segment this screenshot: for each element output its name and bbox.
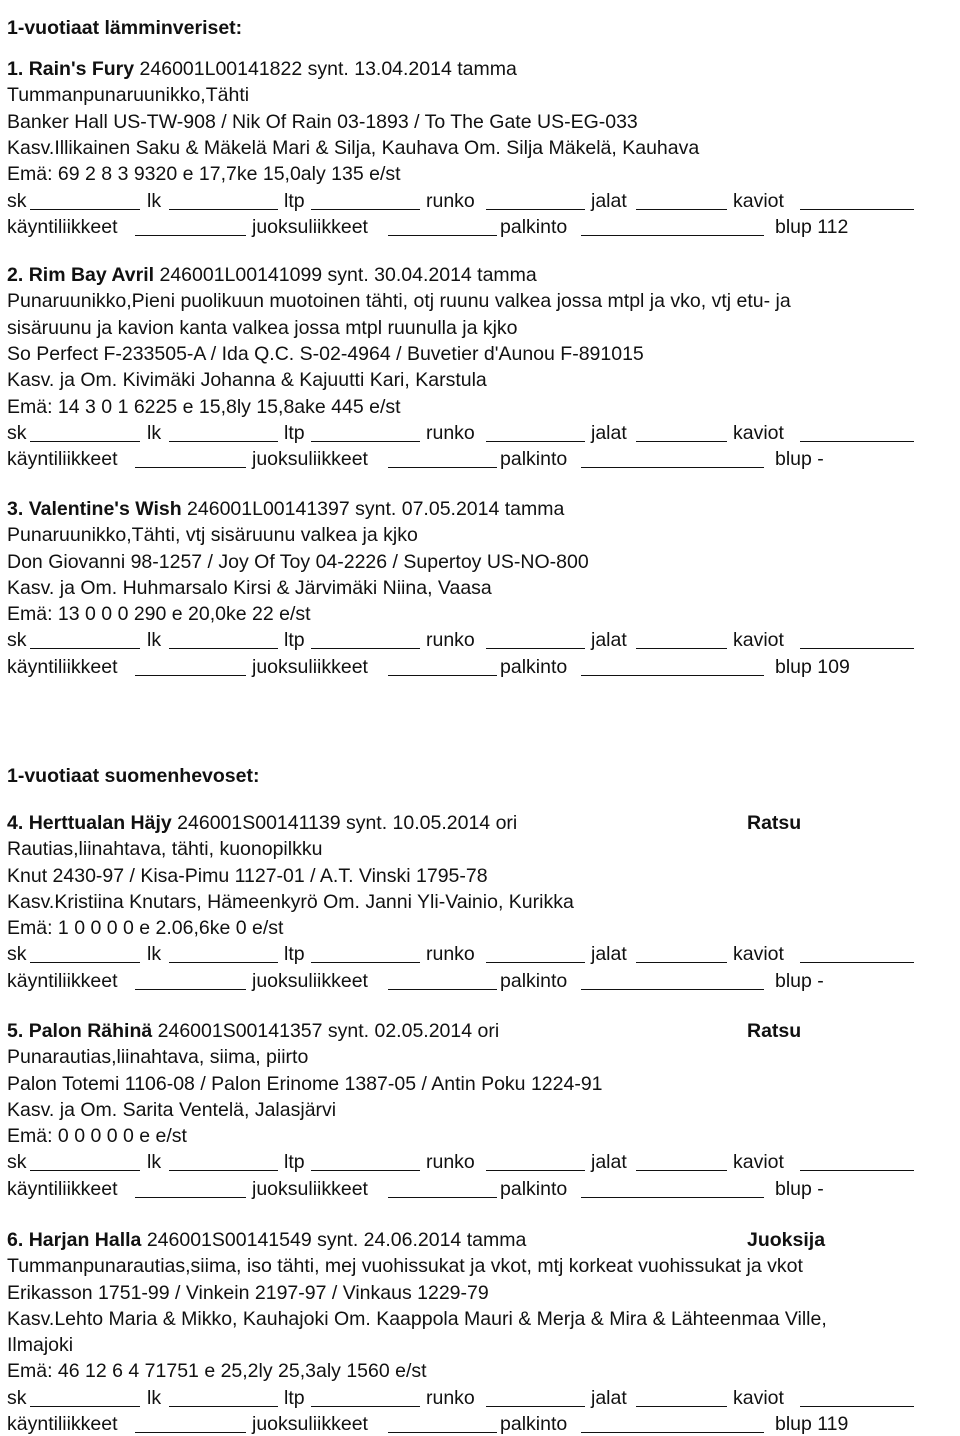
field-label-jalat: jalat bbox=[591, 1151, 627, 1173]
field-label-lk: lk bbox=[147, 1151, 162, 1173]
fill-in-line bbox=[30, 441, 140, 442]
fill-in-line bbox=[800, 648, 914, 649]
blup-value: blup 112 bbox=[775, 216, 849, 238]
fill-in-line bbox=[800, 441, 914, 442]
fill-in-line bbox=[636, 1406, 727, 1407]
fill-in-line bbox=[581, 1432, 764, 1433]
horse-name: Palon Rähinä bbox=[28, 1020, 153, 1042]
fill-in-line bbox=[135, 675, 246, 676]
field-label-jalat: jalat bbox=[591, 190, 627, 212]
horse-detail-line: Rautias,liinahtava, tähti, kuonopilkku bbox=[7, 838, 323, 860]
horse-title-line bbox=[7, 264, 537, 287]
horse-detail-line: Erikasson 1751-99 / Vinkein 2197-97 / Vinkaus 1229-79 bbox=[7, 1282, 489, 1304]
fill-in-line bbox=[800, 209, 914, 210]
field-label-kaviot: kaviot bbox=[733, 629, 784, 651]
horse-category: Ratsu bbox=[747, 812, 802, 834]
fill-in-line bbox=[135, 1197, 246, 1198]
fill-in-line bbox=[486, 962, 585, 963]
fill-in-line bbox=[169, 209, 278, 210]
field-label-runko: runko bbox=[426, 943, 475, 965]
horse-title-line bbox=[7, 812, 517, 835]
field-label-sk: sk bbox=[7, 1151, 27, 1173]
field-label-jalat: jalat bbox=[591, 422, 627, 444]
horse-detail-line: Tummanpunaruunikko,Tähti bbox=[7, 84, 250, 106]
blup-value: blup - bbox=[775, 1178, 824, 1200]
fill-in-line bbox=[636, 648, 727, 649]
field-label-palkinto: palkinto bbox=[500, 216, 568, 238]
horse-detail-line: Kasv.Illikainen Saku & Mäkelä Mari & Silja, Kauhava Om. Silja Mäkelä, Kauhava bbox=[7, 137, 700, 159]
horse-number: 2. bbox=[7, 264, 24, 286]
horse-detail-line: So Perfect F-233505-A / Ida Q.C. S-02-4964 / Buvetier d'Aunou F-891015 bbox=[7, 343, 644, 365]
fill-in-line bbox=[30, 1406, 140, 1407]
fill-in-line bbox=[636, 962, 727, 963]
horse-registration: 246001S00141139 synt. 10.05.2014 ori bbox=[177, 812, 518, 834]
fill-in-line bbox=[311, 1406, 420, 1407]
field-label-kaviot: kaviot bbox=[733, 1387, 784, 1409]
horse-name: Valentine's Wish bbox=[28, 498, 182, 520]
field-label-kaviot: kaviot bbox=[733, 190, 784, 212]
horse-detail-line: Kasv.Kristiina Knutars, Hämeenkyrö Om. Janni Yli-Vainio, Kurikka bbox=[7, 891, 574, 913]
horse-detail-line: Don Giovanni 98-1257 / Joy Of Toy 04-2226 / Supertoy US-NO-800 bbox=[7, 551, 589, 573]
fill-in-line bbox=[135, 235, 246, 236]
horse-number: 1. bbox=[7, 58, 24, 80]
section-heading: 1-vuotiaat lämminveriset: bbox=[7, 17, 243, 39]
field-label-ltp: ltp bbox=[284, 422, 305, 444]
field-label-sk: sk bbox=[7, 943, 27, 965]
field-label-ltp: ltp bbox=[284, 1387, 305, 1409]
horse-detail-line: Kasv. ja Om. Kivimäki Johanna & Kajuutti Kari, Karstula bbox=[7, 369, 487, 391]
field-label-palkinto: palkinto bbox=[500, 448, 568, 470]
field-label-kaviot: kaviot bbox=[733, 1151, 784, 1173]
field-label-palkinto: palkinto bbox=[500, 970, 568, 992]
horse-detail-line: Kasv. ja Om. Huhmarsalo Kirsi & Järvimäki Niina, Vaasa bbox=[7, 577, 492, 599]
fill-in-line bbox=[388, 675, 497, 676]
horse-title-line bbox=[7, 58, 517, 81]
horse-title-line bbox=[7, 1020, 499, 1043]
field-label-kaviot: kaviot bbox=[733, 943, 784, 965]
field-label-lk: lk bbox=[147, 629, 162, 651]
field-label-palkinto: palkinto bbox=[500, 1413, 568, 1435]
fill-in-line bbox=[169, 1170, 278, 1171]
field-label-runko: runko bbox=[426, 1151, 475, 1173]
fill-in-line bbox=[581, 1197, 764, 1198]
field-label-ltp: ltp bbox=[284, 943, 305, 965]
blup-value: blup - bbox=[775, 970, 824, 992]
fill-in-line bbox=[30, 962, 140, 963]
blup-value: blup 119 bbox=[775, 1413, 849, 1435]
field-label-ltp: ltp bbox=[284, 629, 305, 651]
horse-detail-line: Kasv.Lehto Maria & Mikko, Kauhajoki Om. Kaappola Mauri & Merja & Mira & Lähteenmaa Ville, bbox=[7, 1308, 827, 1330]
field-label-juoksuliikkeet: juoksuliikkeet bbox=[252, 216, 368, 238]
fill-in-line bbox=[486, 1406, 585, 1407]
field-label-runko: runko bbox=[426, 1387, 475, 1409]
fill-in-line bbox=[636, 441, 727, 442]
field-label-käyntiliikkeet: käyntiliikkeet bbox=[7, 970, 118, 992]
field-label-ltp: ltp bbox=[284, 190, 305, 212]
field-label-sk: sk bbox=[7, 629, 27, 651]
horse-title-line bbox=[7, 1229, 526, 1252]
horse-detail-line: Emä: 13 0 0 0 290 e 20,0ke 22 e/st bbox=[7, 603, 311, 625]
horse-title-line bbox=[7, 498, 564, 521]
fill-in-line bbox=[311, 1170, 420, 1171]
fill-in-line bbox=[388, 467, 497, 468]
fill-in-line bbox=[800, 962, 914, 963]
fill-in-line bbox=[169, 441, 278, 442]
field-label-juoksuliikkeet: juoksuliikkeet bbox=[252, 448, 368, 470]
fill-in-line bbox=[636, 209, 727, 210]
horse-detail-line: Emä: 1 0 0 0 0 e 2.06,6ke 0 e/st bbox=[7, 917, 284, 939]
fill-in-line bbox=[388, 1197, 497, 1198]
field-label-juoksuliikkeet: juoksuliikkeet bbox=[252, 1178, 368, 1200]
fill-in-line bbox=[800, 1170, 914, 1171]
fill-in-line bbox=[311, 648, 420, 649]
fill-in-line bbox=[581, 467, 764, 468]
field-label-käyntiliikkeet: käyntiliikkeet bbox=[7, 656, 118, 678]
fill-in-line bbox=[486, 1170, 585, 1171]
horse-detail-line: Palon Totemi 1106-08 / Palon Erinome 1387-05 / Antin Poku 1224-91 bbox=[7, 1073, 603, 1095]
fill-in-line bbox=[169, 1406, 278, 1407]
fill-in-line bbox=[169, 648, 278, 649]
fill-in-line bbox=[311, 441, 420, 442]
horse-name: Herttualan Häjy bbox=[28, 812, 172, 834]
horse-number: 3. bbox=[7, 498, 24, 520]
horse-category: Juoksija bbox=[747, 1229, 826, 1251]
fill-in-line bbox=[486, 209, 585, 210]
horse-registration: 246001L00141099 synt. 30.04.2014 tamma bbox=[159, 264, 537, 286]
horse-detail-line: Emä: 69 2 8 3 9320 e 17,7ke 15,0aly 135 e/st bbox=[7, 163, 401, 185]
fill-in-line bbox=[311, 962, 420, 963]
field-label-lk: lk bbox=[147, 1387, 162, 1409]
fill-in-line bbox=[311, 209, 420, 210]
horse-detail-line: Emä: 46 12 6 4 71751 e 25,2ly 25,3aly 1560 e/st bbox=[7, 1360, 427, 1382]
field-label-jalat: jalat bbox=[591, 943, 627, 965]
fill-in-line bbox=[388, 989, 497, 990]
fill-in-line bbox=[636, 1170, 727, 1171]
horse-detail-line: Ilmajoki bbox=[7, 1334, 74, 1356]
field-label-runko: runko bbox=[426, 190, 475, 212]
field-label-sk: sk bbox=[7, 1387, 27, 1409]
field-label-käyntiliikkeet: käyntiliikkeet bbox=[7, 448, 118, 470]
horse-number: 6. bbox=[7, 1229, 24, 1251]
fill-in-line bbox=[30, 1170, 140, 1171]
horse-detail-line: Punarautias,liinahtava, siima, piirto bbox=[7, 1046, 309, 1068]
fill-in-line bbox=[30, 209, 140, 210]
field-label-runko: runko bbox=[426, 629, 475, 651]
horse-registration: 246001S00141549 synt. 24.06.2014 tamma bbox=[146, 1229, 527, 1251]
field-label-lk: lk bbox=[147, 422, 162, 444]
horse-detail-line: Punaruunikko,Tähti, vtj sisäruunu valkea ja kjko bbox=[7, 524, 418, 546]
field-label-palkinto: palkinto bbox=[500, 656, 568, 678]
horse-detail-line: Tummanpunarautias,siima, iso tähti, mej vuohissukat ja vkot, mtj korkeat vuohissukat ja vkot bbox=[7, 1255, 803, 1277]
horse-name: Harjan Halla bbox=[28, 1229, 142, 1251]
horse-number: 5. bbox=[7, 1020, 24, 1042]
field-label-palkinto: palkinto bbox=[500, 1178, 568, 1200]
field-label-ltp: ltp bbox=[284, 1151, 305, 1173]
blup-value: blup - bbox=[775, 448, 824, 470]
fill-in-line bbox=[486, 648, 585, 649]
field-label-käyntiliikkeet: käyntiliikkeet bbox=[7, 1413, 118, 1435]
fill-in-line bbox=[581, 675, 764, 676]
horse-detail-line: sisäruunu ja kavion kanta valkea jossa mtpl ruunulla ja kjko bbox=[7, 317, 518, 339]
fill-in-line bbox=[135, 989, 246, 990]
fill-in-line bbox=[800, 1406, 914, 1407]
field-label-juoksuliikkeet: juoksuliikkeet bbox=[252, 1413, 368, 1435]
field-label-jalat: jalat bbox=[591, 629, 627, 651]
horse-detail-line: Banker Hall US-TW-908 / Nik Of Rain 03-1893 / To The Gate US-EG-033 bbox=[7, 111, 638, 133]
horse-registration: 246001L00141397 synt. 07.05.2014 tamma bbox=[187, 498, 565, 520]
fill-in-line bbox=[388, 235, 497, 236]
horse-name: Rain's Fury bbox=[28, 58, 135, 80]
field-label-runko: runko bbox=[426, 422, 475, 444]
fill-in-line bbox=[388, 1432, 497, 1433]
field-label-lk: lk bbox=[147, 190, 162, 212]
horse-number: 4. bbox=[7, 812, 24, 834]
field-label-käyntiliikkeet: käyntiliikkeet bbox=[7, 216, 118, 238]
horse-name: Rim Bay Avril bbox=[28, 264, 155, 286]
fill-in-line bbox=[581, 235, 764, 236]
blup-value: blup 109 bbox=[775, 656, 850, 678]
fill-in-line bbox=[486, 441, 585, 442]
horse-detail-line: Knut 2430-97 / Kisa-Pimu 1127-01 / A.T. Vinski 1795-78 bbox=[7, 865, 488, 887]
horse-detail-line: Punaruunikko,Pieni puolikuun muotoinen tähti, otj ruunu valkea jossa mtpl ja vko, vtj etu- ja bbox=[7, 290, 791, 312]
section-heading: 1-vuotiaat suomenhevoset: bbox=[7, 765, 260, 787]
field-label-sk: sk bbox=[7, 422, 27, 444]
field-label-kaviot: kaviot bbox=[733, 422, 784, 444]
horse-registration: 246001S00141357 synt. 02.05.2014 ori bbox=[157, 1020, 500, 1042]
fill-in-line bbox=[135, 467, 246, 468]
horse-detail-line: Emä: 0 0 0 0 0 e e/st bbox=[7, 1125, 187, 1147]
fill-in-line bbox=[135, 1432, 246, 1433]
horse-category: Ratsu bbox=[747, 1020, 802, 1042]
fill-in-line bbox=[169, 962, 278, 963]
horse-detail-line: Kasv. ja Om. Sarita Ventelä, Jalasjärvi bbox=[7, 1099, 337, 1121]
field-label-jalat: jalat bbox=[591, 1387, 627, 1409]
field-label-lk: lk bbox=[147, 943, 162, 965]
field-label-käyntiliikkeet: käyntiliikkeet bbox=[7, 1178, 118, 1200]
fill-in-line bbox=[30, 648, 140, 649]
field-label-juoksuliikkeet: juoksuliikkeet bbox=[252, 656, 368, 678]
horse-detail-line: Emä: 14 3 0 1 6225 e 15,8ly 15,8ake 445 e/st bbox=[7, 396, 401, 418]
horse-registration: 246001L00141822 synt. 13.04.2014 tamma bbox=[139, 58, 517, 80]
fill-in-line bbox=[581, 989, 764, 990]
field-label-juoksuliikkeet: juoksuliikkeet bbox=[252, 970, 368, 992]
field-label-sk: sk bbox=[7, 190, 27, 212]
